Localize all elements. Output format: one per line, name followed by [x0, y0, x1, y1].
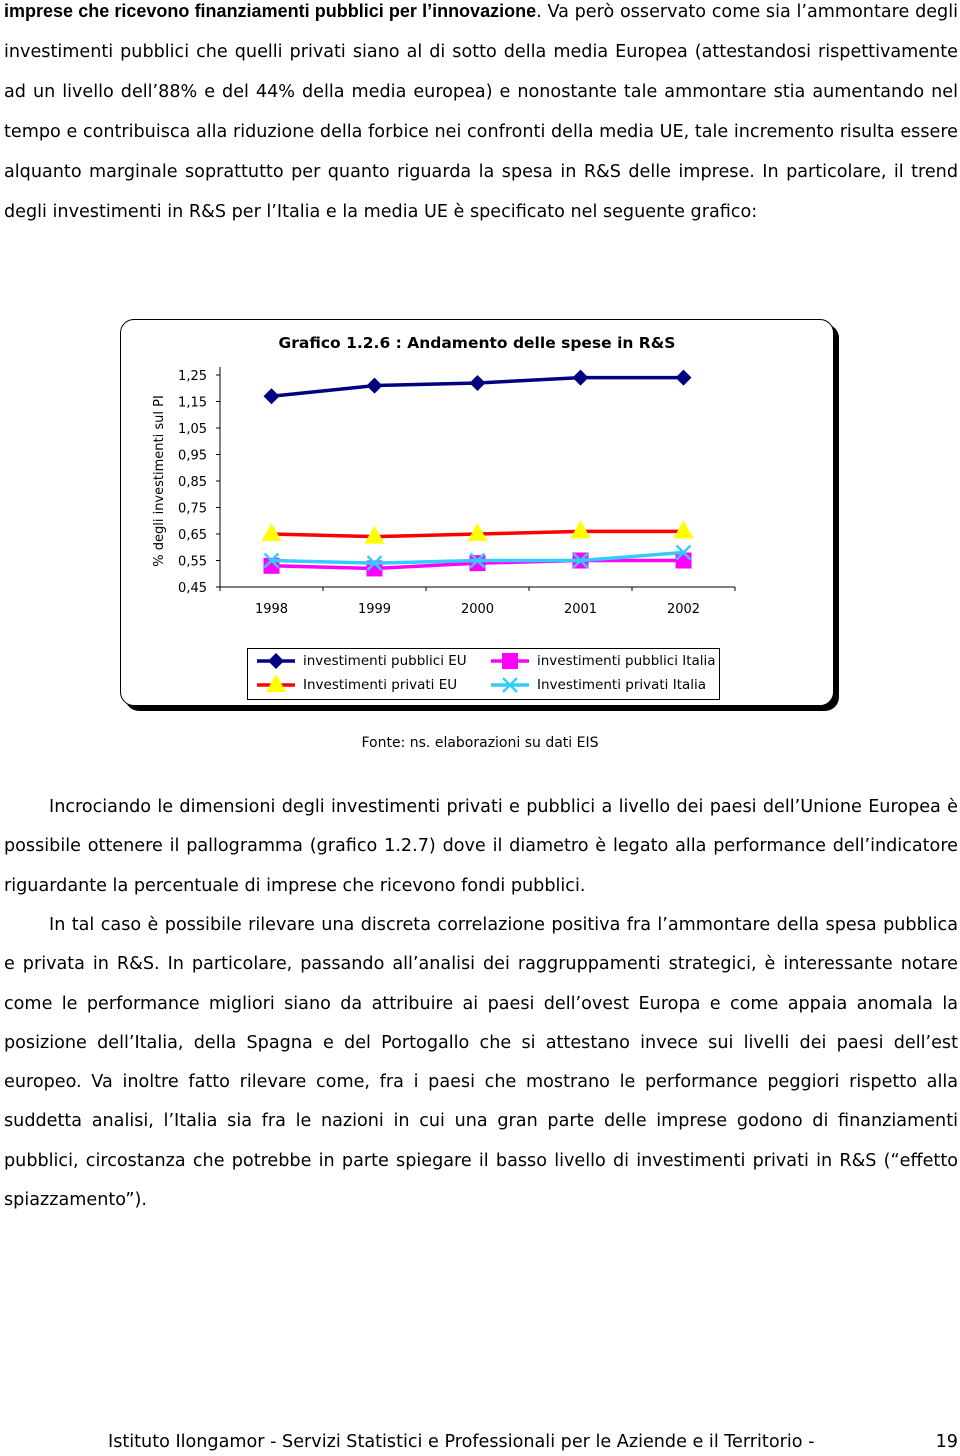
legend-swatch [255, 650, 297, 672]
x-tick-label: 2000 [460, 602, 495, 617]
data-point [365, 526, 385, 544]
paragraph-intro-text: . Va però osservato come sia l’ammontare degli investimenti pubblici che quelli privati siano al di sotto della media Europea (attestandosi rispettivamente ad un livello dell’88% e del 44% della media europea) e nonostante tale ammontare stia aumentando nel tempo e contribuisca alla riduzione della forbice nei confronti della media UE, tale incremento risulta essere alquanto marginale soprattutto per quanto riguarda la spesa in R&S delle imprese. In particolare, il trend degli investimenti in R&S per l’Italia e la media UE è specificato nel seguente grafico: [4, 2, 959, 222]
x-tick-label: 2001 [563, 602, 598, 617]
paragraph-correlation: In tal caso è possibile rilevare una discreta correlazione positiva fra l’ammontare della spesa pubblica e privata in R&S. In particolare, passando all’analisi dei raggruppamenti strategici, è interessante notare come le performance migliori siano da attribuire ai paesi dell’ovest Europa e come appaia anomala la posizione dell’Italia, della Spagna e del Portogallo che si attestano invece sui livelli dei paesi dell’est europeo. Va inoltre fatto rilevare come, fra i paesi che mostrano le performance peggiori rispetto alla suddetta analisi, l’Italia sia fra le nazioni in cui una gran parte delle imprese godono di finanziamenti pubblici, circostanza che potrebbe in parte spiegare il basso livello di investimenti privati in R&S (“effetto spiazzamento”). [4, 915, 958, 1211]
x-tick-label: 1998 [254, 602, 289, 617]
chart-legend [247, 648, 720, 700]
series-investimenti-privati-eu [262, 520, 694, 543]
data-point [676, 553, 692, 569]
y-tick-label: 0,95 [178, 448, 207, 464]
data-point [571, 520, 591, 538]
footer-text: Istituto Ilongamor - Servizi Statistici e Professionali per le Aziende e il Territorio - [108, 1432, 815, 1452]
data-point [470, 375, 486, 391]
legend-swatch [255, 674, 297, 696]
y-tick-label: 0,75 [178, 501, 207, 517]
page-footer [108, 1428, 960, 1456]
y-tick-label: 0,85 [178, 475, 207, 490]
paragraph-intro [4, 0, 958, 232]
legend-swatch [489, 674, 531, 696]
data-point [468, 523, 488, 541]
y-tick-label: 0,65 [178, 528, 207, 543]
chart-title: Grafico 1.2.6 : Andamento delle spese in R&S [278, 334, 676, 352]
data-point [676, 370, 692, 386]
data-point [573, 370, 589, 386]
data-point [367, 378, 383, 394]
legend-label: investimenti pubblici Italia [537, 653, 716, 669]
data-point [470, 555, 486, 571]
legend-marker [268, 653, 284, 669]
legend-marker [266, 674, 286, 692]
chart-source: Fonte: ns. elaborazioni su dati EIS [361, 735, 599, 751]
legend-swatch [489, 650, 531, 672]
y-tick-label: 1,05 [178, 422, 207, 437]
chart-x-ticks [220, 587, 735, 617]
data-point [262, 523, 282, 541]
paragraph-pallogramma: Incrociando le dimensioni degli investimenti privati e pubblici a livello dei paesi dell’Unione Europea è possibile ottenere il pallogramma (grafico 1.2.7) dove il diametro è legato alla performance dell’indicatore riguardante la percentuale di imprese che ricevono fondi pubblici. [4, 797, 958, 896]
legend-label: Investimenti privati Italia [537, 677, 707, 693]
data-point [674, 520, 694, 538]
y-tick-label: 0,45 [178, 581, 207, 596]
page-number: 19 [935, 1432, 958, 1452]
data-point [264, 388, 280, 404]
y-tick-label: 0,55 [178, 554, 207, 570]
paragraph-intro-bold: imprese che ricevono finanziamenti pubblici per l’innovazione [4, 1, 537, 21]
legend-label: Investimenti privati EU [303, 677, 458, 693]
series-investimenti-pubblici-eu [264, 370, 692, 405]
y-tick-label: 1,25 [178, 369, 207, 384]
chart-y-axis-label: % degli investimenti sul PI [152, 395, 167, 567]
legend-marker [502, 653, 518, 669]
x-tick-label: 1999 [357, 602, 392, 617]
x-tick-label: 2002 [666, 602, 701, 617]
legend-label: investimenti pubblici EU [303, 653, 467, 669]
chart-series [262, 370, 694, 577]
chart-y-ticks [178, 369, 220, 596]
y-tick-label: 1,15 [178, 395, 207, 411]
